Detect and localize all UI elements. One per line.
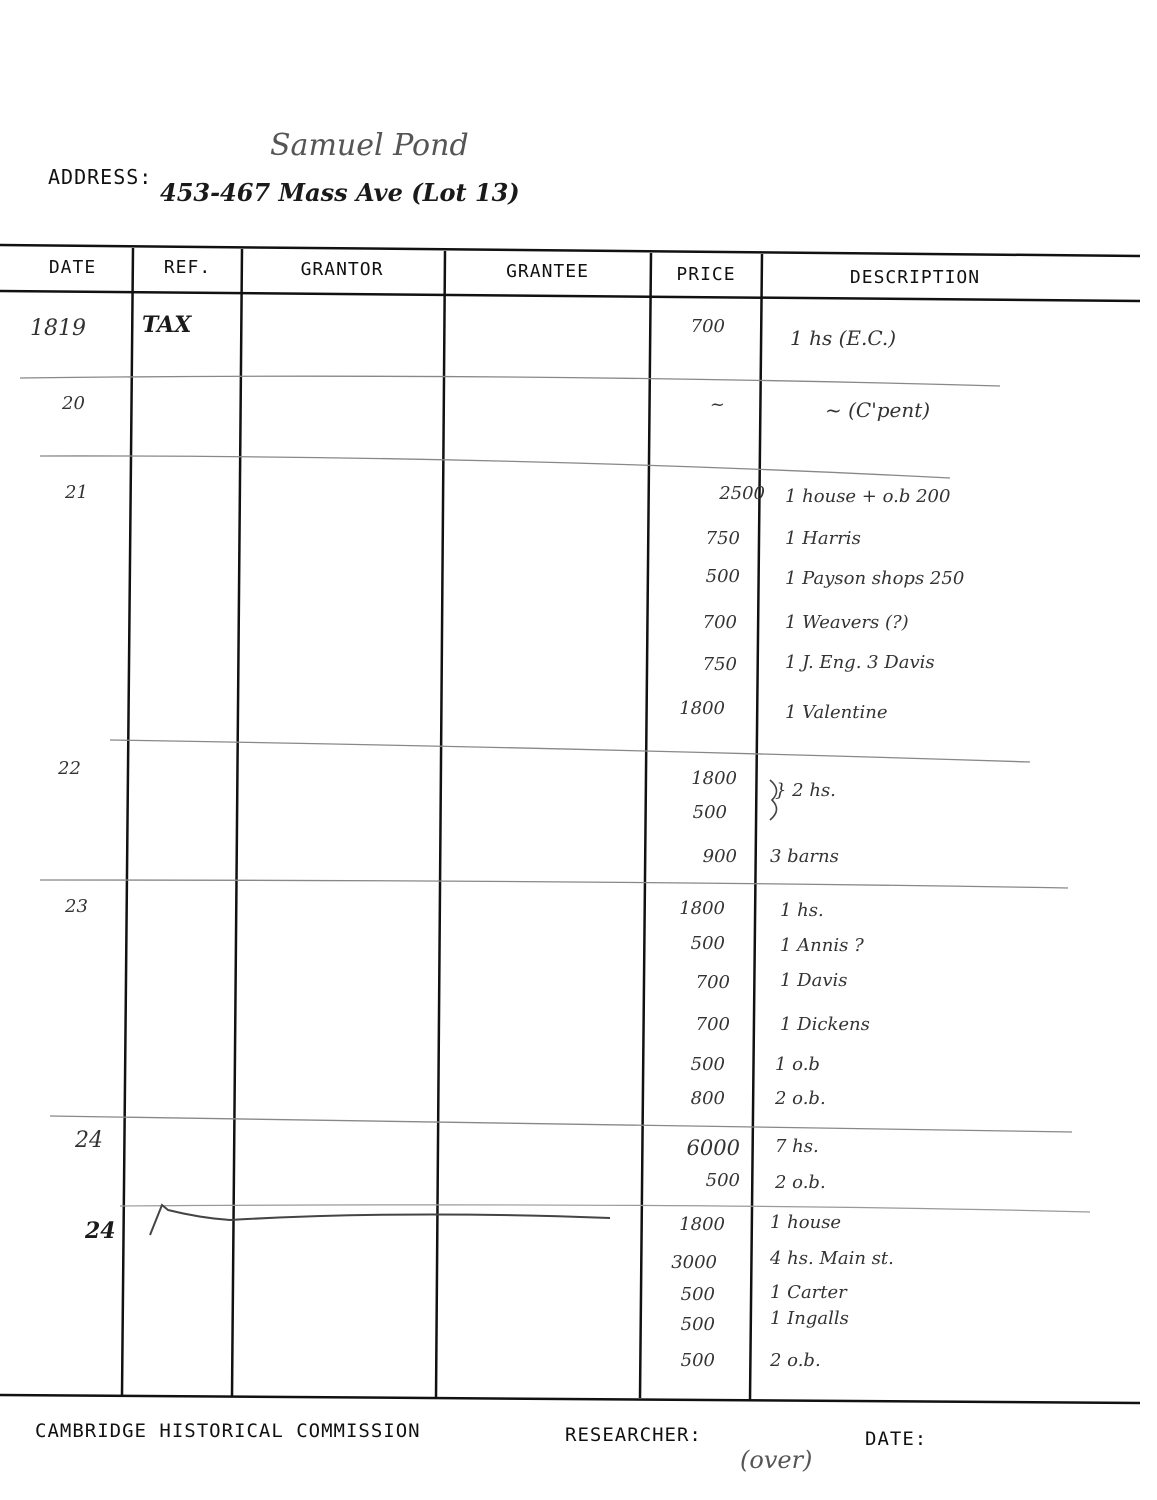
- date-cell: 22: [58, 758, 81, 779]
- price-cell: 1800: [679, 1214, 725, 1235]
- price-cell: 6000: [686, 1136, 740, 1160]
- price-cell: 750: [702, 654, 737, 675]
- col-header-ref: REF.: [163, 257, 212, 278]
- description-cell: 1 house + o.b 200: [785, 486, 951, 507]
- description-cell: 1 o.b: [775, 1054, 820, 1075]
- date-label: DATE:: [865, 1428, 928, 1450]
- description-cell: 1 hs.: [780, 900, 824, 921]
- price-cell: 700: [695, 1014, 730, 1035]
- col-header-price: PRICE: [676, 264, 736, 285]
- date-cell: 1819: [30, 316, 86, 341]
- price-cell: 500: [690, 1054, 725, 1075]
- description-cell: 4 hs. Main st.: [770, 1248, 894, 1269]
- col-header-grantor: GRANTOR: [300, 259, 384, 280]
- price-cell: 500: [705, 566, 740, 587]
- date-cell: 21: [65, 482, 88, 503]
- description-cell: 2 o.b.: [770, 1350, 821, 1371]
- address-value: 453-467 Mass Ave (Lot 13): [160, 178, 520, 207]
- date-cell: 24: [75, 1128, 103, 1153]
- handwritten-owner-name: Samuel Pond: [270, 128, 469, 163]
- description-cell: 1 Weavers (?): [785, 612, 909, 633]
- description-cell: 1 Payson shops 250: [785, 568, 965, 589]
- col-header-date: DATE: [48, 257, 97, 278]
- description-cell: 1 Carter: [770, 1282, 847, 1303]
- price-cell: 500: [680, 1284, 715, 1305]
- price-cell: 500: [680, 1314, 715, 1335]
- price-cell: 750: [705, 528, 740, 549]
- price-cell: 2500: [719, 483, 765, 504]
- price-cell: 500: [690, 933, 725, 954]
- price-cell: 1800: [679, 698, 725, 719]
- price-cell: 500: [680, 1350, 715, 1371]
- col-header-grantee: GRANTEE: [506, 261, 589, 282]
- ref-cell: TAX: [142, 312, 192, 338]
- researcher-value: (over): [740, 1446, 813, 1474]
- description-cell: 1 Dickens: [780, 1014, 870, 1035]
- date-cell: 24: [85, 1218, 116, 1244]
- price-cell: 500: [692, 802, 727, 823]
- price-cell: 800: [690, 1088, 725, 1109]
- description-cell: 3 barns: [770, 846, 839, 867]
- description-cell: 2 o.b.: [775, 1088, 826, 1109]
- price-cell: 700: [702, 612, 737, 633]
- description-cell: } 2 hs.: [775, 780, 836, 801]
- price-cell: ~: [709, 394, 725, 415]
- description-cell: 1 J. Eng. 3 Davis: [785, 652, 935, 673]
- price-cell: 700: [695, 972, 730, 993]
- description-cell: 1 hs (E.C.): [790, 326, 897, 350]
- col-header-description: DESCRIPTION: [849, 267, 981, 288]
- description-cell: 2 o.b.: [775, 1172, 826, 1193]
- description-cell: 1 Davis: [780, 970, 848, 991]
- date-cell: 23: [65, 896, 88, 917]
- description-cell: 1 Ingalls: [770, 1308, 849, 1329]
- description-cell: ~ (C'pent): [825, 398, 931, 422]
- description-cell: 1 Harris: [785, 528, 861, 549]
- date-cell: 20: [62, 393, 85, 414]
- price-cell: 1800: [679, 898, 725, 919]
- description-cell: 1 house: [770, 1212, 842, 1233]
- price-cell: 900: [702, 846, 737, 867]
- price-cell: 3000: [671, 1252, 717, 1273]
- price-cell: 500: [705, 1170, 740, 1191]
- commission-label: CAMBRIDGE HISTORICAL COMMISSION: [35, 1420, 421, 1442]
- description-cell: 7 hs.: [775, 1136, 819, 1157]
- price-cell: 1800: [691, 768, 737, 789]
- address-label: ADDRESS:: [48, 165, 153, 189]
- description-cell: 1 Annis ?: [780, 935, 864, 956]
- description-cell: 1 Valentine: [785, 702, 888, 723]
- researcher-label: RESEARCHER:: [565, 1424, 702, 1446]
- price-cell: 700: [690, 316, 725, 337]
